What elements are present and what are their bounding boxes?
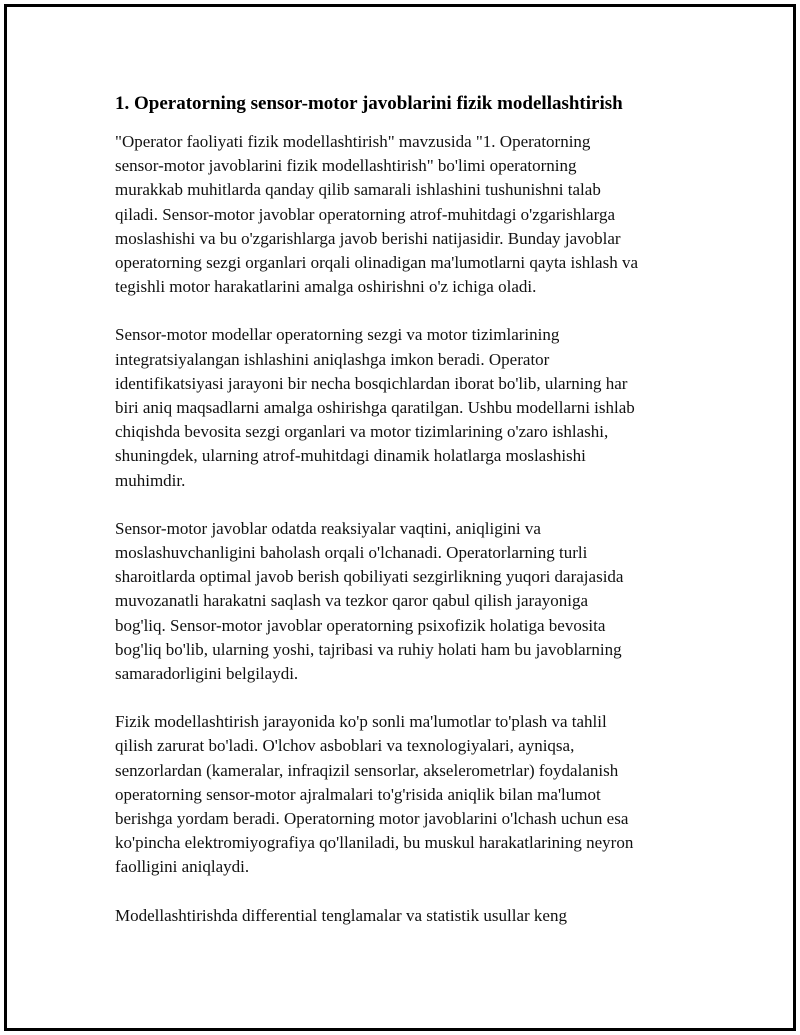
section-heading: 1. Operatorning sensor-motor javoblarini fizik modellashtirish: [115, 93, 623, 114]
paragraph-2: Sensor-motor modellar operatorning sezgi va motor tizimlarining integratsiyalangan ishlashini aniqlashga imkon beradi. Operator identifikatsiyasi jarayoni bir necha bosqichlardan iborat bo'lib, ularning har biri aniq maqsadlarni amalga oshirishga qaratilgan. Ushbu modellarni ishlab chiqishda bevosita sezgi organlari va motor tizimlarining o'zaro ishlashi, shuningdek, ularning atrof-muhitdagi dinamik holatlarga moslashishi muhimdir.: [115, 325, 635, 490]
document-body: [115, 92, 695, 952]
paragraph-3: Sensor-motor javoblar odatda reaksiyalar vaqtini, aniqligini va moslashuvchanligini baholash orqali o'lchanadi. Operatorlarning turli sharoitlarda optimal javob berish qobiliyati sezgirlikning yuqori darajasida muvozanatli harakatni saqlash va tezkor qaror qabul qilish jarayoniga bog'liq. Sensor-motor javoblar operatorning psixofizik holatiga bevosita bog'liq bo'lib, ularning yoshi, tajribasi va ruhiy holati ham bu javoblarning samaradorligini belgilaydi.: [115, 518, 624, 684]
paragraph-4: Fizik modellashtirish jarayonida ko'p sonli ma'lumotlar to'plash va tahlil qilish zarurat bo'ladi. O'lchov asboblari va texnologiyalari, ayniqsa, senzorlardan (kameralar, infraqizil sensorlar, akselerometrlar) foydalanish operatorning sensor-motor ajralmalari to'g'risida aniqlik bilan ma'lumot berishga yordam beradi. Operatorning motor javoblarini o'lchash uchun esa ko'pincha elektromiyografiya qo'llaniladi, bu muskul harakatlarining neyron faolligini aniqlaydi.: [115, 712, 634, 877]
paragraph-1: "Operator faoliyati fizik modellashtirish" mavzusida "1. Operatorning sensor-motor javoblarini fizik modellashtirish" bo'limi operatorning murakkab muhitlarda qanday qilib samarali ishlashini tushunishni talab qiladi. Sensor-motor javoblar operatorning atrof-muhitdagi o'zgarishlarga moslashishi va bu o'zgarishlarga javob berishi natijasidir. Bunday javoblar operatorning sezgi organlari orqali olinadigan ma'lumotlarni qayta ishlash va tegishli motor harakatlarini amalga oshirishni o'z ichiga oladi.: [115, 132, 638, 297]
paragraph-5: Modellashtirishda differential tenglamalar va statistik usullar keng: [115, 905, 567, 925]
